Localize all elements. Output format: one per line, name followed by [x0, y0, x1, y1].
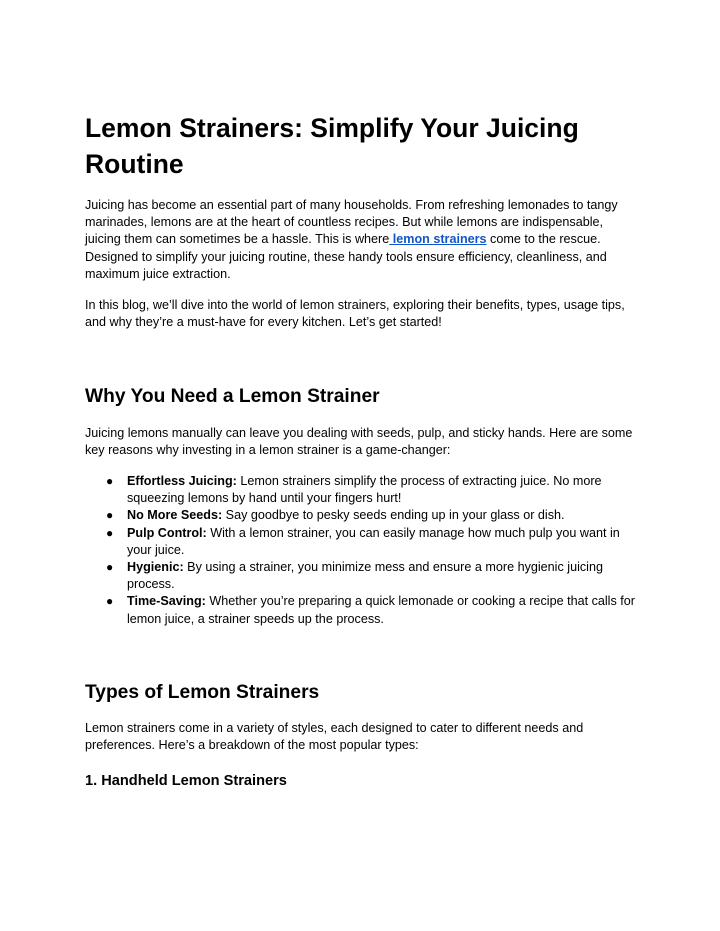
intro-paragraph-1 — [85, 197, 640, 283]
bullet-icon: ● — [106, 560, 114, 575]
list-item — [85, 525, 640, 559]
types-intro-paragraph: Lemon strainers come in a variety of styles, each designed to cater to different needs and preferences. Here’s a breakdown of the most popular types: — [85, 721, 584, 753]
list-item — [85, 559, 640, 593]
list-item — [85, 593, 640, 627]
page-title: Lemon Strainers: Simplify Your Juicing Routine — [85, 113, 579, 179]
list-item-label: Pulp Control: — [127, 525, 207, 540]
list-item-label: No More Seeds: — [127, 508, 223, 523]
intro-text-before-link: Juicing has become an essential part of many households. From refreshing lemonades to tangy marinades, lemons are at the heart of countless recipes. But while lemons are indispensable, juicing them can sometimes be a hassle. This is where — [85, 198, 618, 247]
lemon-strainers-link[interactable]: lemon strainers — [389, 232, 487, 247]
list-item — [85, 473, 640, 507]
types-section-heading: Types of Lemon Strainers — [85, 682, 320, 703]
bullet-icon: ● — [106, 508, 114, 523]
list-item-text: Whether you’re preparing a quick lemonade or cooking a recipe that calls for lemon juice, a strainer speeds up the process. — [127, 594, 635, 626]
handheld-strainers-subheading: 1. Handheld Lemon Strainers — [85, 773, 287, 789]
list-item-text: By using a strainer, you minimize mess and ensure a more hygienic juicing process. — [127, 560, 603, 592]
list-item-label: Effortless Juicing: — [127, 474, 237, 488]
bullet-icon: ● — [106, 594, 114, 609]
why-section-heading: Why You Need a Lemon Strainer — [85, 386, 380, 407]
list-item-text: Lemon strainers simplify the process of extracting juice. No more squeezing lemons by hand until your fingers hurt! — [127, 474, 602, 506]
bullet-icon: ● — [106, 525, 114, 540]
list-item-label: Hygienic: — [127, 560, 184, 575]
bullet-icon: ● — [106, 474, 114, 488]
intro-text-after-link: come to the rescue. Designed to simplify your juicing routine, these handy tools ensure efficiency, cleanliness, and maximum juice extraction. — [85, 232, 607, 281]
list-item-label: Time-Saving: — [127, 594, 206, 609]
why-intro-paragraph: Juicing lemons manually can leave you dealing with seeds, pulp, and sticky hands. Here are some key reasons why investing in a lemon strainer is a game-changer: — [85, 426, 633, 458]
reasons-list — [85, 473, 640, 628]
list-item-text: With a lemon strainer, you can easily manage how much pulp you want in your juice. — [127, 525, 620, 557]
intro-paragraph-2: In this blog, we’ll dive into the world of lemon strainers, exploring their benefits, types, usage tips, and why they’re a must-have for every kitchen. Let’s get started! — [85, 298, 625, 330]
list-item-text: Say goodbye to pesky seeds ending up in your glass or dish. — [222, 508, 565, 523]
list-item — [85, 507, 640, 524]
